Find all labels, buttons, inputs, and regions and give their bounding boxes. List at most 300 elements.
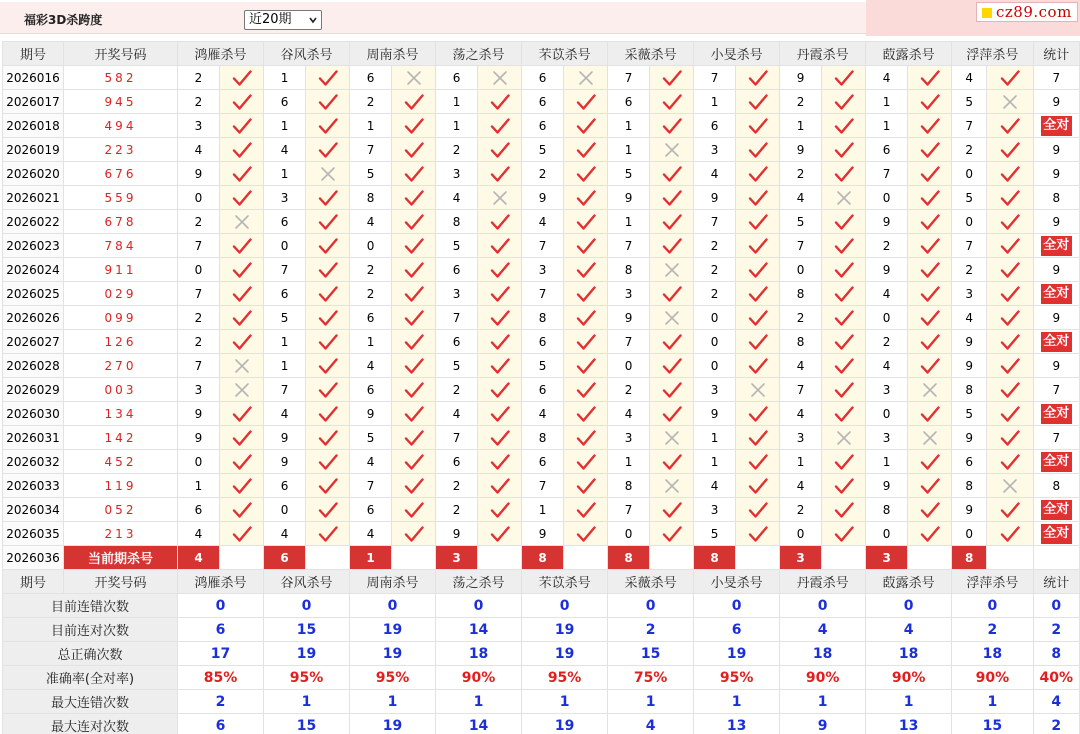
table-row [3,258,1080,282]
stats-label: 最大连对次数 [3,714,178,734]
current-blank-cell [736,546,780,570]
hit-mark-cell [908,162,952,186]
table-row [3,426,1080,450]
kill-value-cell: 9 [264,426,306,450]
cross-icon [320,166,336,182]
check-icon [662,381,682,399]
all-correct-badge: 全对 [1041,452,1072,472]
table-row [3,330,1080,354]
check-icon [920,309,940,327]
check-icon [404,237,424,255]
check-icon [662,189,682,207]
kill-value-cell: 0 [694,330,736,354]
kill-value-cell: 1 [608,114,650,138]
check-icon [662,93,682,111]
stats-row [3,714,1080,734]
hit-mark-cell [564,114,608,138]
current-kill-value: 8 [952,546,987,570]
hit-mark-cell [306,450,350,474]
check-icon [576,333,596,351]
cross-icon [406,70,422,86]
table-row [3,498,1080,522]
kill-value-cell: 0 [780,522,822,546]
hit-mark-cell [908,306,952,330]
kill-value-cell: 4 [264,138,306,162]
hit-mark-cell [220,138,264,162]
kill-value-cell: 1 [866,114,908,138]
check-icon [404,429,424,447]
kill-value-cell: 4 [608,402,650,426]
draw-numbers-cell: 126 [64,330,178,354]
issue-cell: 2026027 [3,330,64,354]
miss-mark-cell [306,162,350,186]
current-stat-blank [1033,546,1079,570]
check-icon [748,309,768,327]
hit-mark-cell [392,258,436,282]
check-icon [318,69,338,87]
draw-numbers-cell: 784 [64,234,178,258]
kill-value-cell: 3 [178,114,220,138]
kill-value-cell: 6 [350,306,392,330]
site-logo[interactable] [976,2,1078,22]
hit-mark-cell [736,402,780,426]
hit-mark-cell [908,210,952,234]
stats-value: 4 [608,714,694,734]
kill-value-cell: 8 [608,258,650,282]
check-icon [576,189,596,207]
hit-mark-cell [478,282,522,306]
draw-numbers-cell: 911 [64,258,178,282]
draw-numbers-cell: 134 [64,402,178,426]
kill-value-cell: 8 [780,330,822,354]
cross-icon [1002,478,1018,494]
hit-mark-cell [908,354,952,378]
kill-value-cell: 0 [264,234,306,258]
col-header-expert: 周南杀号 [350,570,436,594]
kill-value-cell: 7 [694,210,736,234]
kill-value-cell: 1 [264,66,306,90]
stats-value: 18 [780,642,866,666]
cross-icon [578,70,594,86]
stats-value: 19 [522,714,608,734]
stats-value: 95% [694,666,780,690]
period-select[interactable] [244,10,322,30]
hit-mark-cell [822,258,866,282]
hit-mark-cell [987,210,1033,234]
check-icon [834,261,854,279]
hit-mark-cell [220,498,264,522]
col-header-issue: 期号 [3,570,64,594]
col-header-expert: 荡之杀号 [436,570,522,594]
stats-value: 0 [780,594,866,618]
hit-mark-cell [478,330,522,354]
row-stat-cell: 9 [1033,162,1079,186]
hit-mark-cell [392,378,436,402]
check-icon [662,333,682,351]
kill-value-cell: 6 [522,114,564,138]
check-icon [920,69,940,87]
kill-value-cell: 4 [866,282,908,306]
all-correct-badge: 全对 [1041,284,1072,304]
hit-mark-cell [564,138,608,162]
kill-value-cell: 4 [780,402,822,426]
check-icon [576,381,596,399]
check-icon [576,165,596,183]
hit-mark-cell [650,354,694,378]
check-icon [490,405,510,423]
kill-value-cell: 7 [436,306,478,330]
check-icon [232,117,252,135]
issue-cell: 2026028 [3,354,64,378]
hit-mark-cell [736,210,780,234]
check-icon [490,237,510,255]
stats-value: 13 [694,714,780,734]
stats-value: 13 [866,714,952,734]
cross-icon [664,430,680,446]
top-bar [0,0,1080,38]
hit-mark-cell [306,234,350,258]
page-title: 福彩3D杀跨度 [24,13,103,27]
kill-value-cell: 4 [264,522,306,546]
hit-mark-cell [478,522,522,546]
hit-mark-cell [650,522,694,546]
stats-value: 15 [264,714,350,734]
miss-mark-cell [220,354,264,378]
row-stat-cell: 7 [1033,378,1079,402]
hit-mark-cell [736,234,780,258]
kill-value-cell: 6 [436,66,478,90]
hit-mark-cell [220,114,264,138]
check-icon [834,501,854,519]
kill-value-cell: 4 [866,354,908,378]
hit-mark-cell [564,522,608,546]
check-icon [404,189,424,207]
check-icon [834,381,854,399]
check-icon [920,453,940,471]
draw-numbers-cell: 119 [64,474,178,498]
kill-value-cell: 9 [694,186,736,210]
cross-icon [750,382,766,398]
check-icon [404,117,424,135]
hit-mark-cell [650,378,694,402]
kill-value-cell: 6 [694,114,736,138]
check-icon [748,69,768,87]
hit-mark-cell [822,138,866,162]
kill-value-cell: 2 [694,258,736,282]
hit-mark-cell [822,354,866,378]
col-header-expert: 采薇杀号 [608,42,694,66]
hit-mark-cell [478,114,522,138]
kill-value-cell: 2 [178,90,220,114]
issue-cell: 2026035 [3,522,64,546]
hit-mark-cell [908,522,952,546]
kill-value-cell: 3 [522,258,564,282]
hit-mark-cell [822,306,866,330]
check-icon [1000,453,1020,471]
check-icon [662,165,682,183]
hit-mark-cell [650,498,694,522]
hit-mark-cell [220,330,264,354]
kill-value-cell: 8 [522,306,564,330]
kill-value-cell: 7 [264,258,306,282]
hit-mark-cell [822,330,866,354]
hit-mark-cell [650,114,694,138]
stats-value: 2 [178,690,264,714]
check-icon [920,357,940,375]
col-header-expert: 鸿雁杀号 [178,570,264,594]
kill-value-cell: 0 [866,522,908,546]
check-icon [232,189,252,207]
check-icon [1000,429,1020,447]
miss-mark-cell [478,66,522,90]
check-icon [232,69,252,87]
hit-mark-cell [392,114,436,138]
kill-value-cell: 8 [952,474,987,498]
check-icon [318,141,338,159]
issue-cell: 2026026 [3,306,64,330]
hit-mark-cell [908,114,952,138]
stats-value: 90% [866,666,952,690]
check-icon [748,141,768,159]
hit-mark-cell [822,450,866,474]
stats-value: 0 [608,594,694,618]
col-header-expert: 小旻杀号 [694,42,780,66]
hit-mark-cell [564,426,608,450]
kill-value-cell: 3 [178,378,220,402]
hit-mark-cell [908,90,952,114]
hit-mark-cell [650,90,694,114]
check-icon [404,213,424,231]
hit-mark-cell [987,138,1033,162]
kill-value-cell: 4 [780,474,822,498]
check-icon [490,309,510,327]
hit-mark-cell [478,402,522,426]
kill-value-cell: 7 [608,66,650,90]
hit-mark-cell [736,66,780,90]
issue-cell: 2026016 [3,66,64,90]
kill-value-cell: 1 [608,138,650,162]
check-icon [920,477,940,495]
table-row [3,138,1080,162]
kill-value-cell: 6 [522,378,564,402]
stats-total: 0 [1033,594,1079,618]
check-icon [1000,261,1020,279]
check-icon [318,117,338,135]
draw-numbers-cell: 142 [64,426,178,450]
hit-mark-cell [306,402,350,426]
current-kill-value: 3 [866,546,908,570]
check-icon [1000,213,1020,231]
hit-mark-cell [392,522,436,546]
stats-value: 85% [178,666,264,690]
check-icon [748,213,768,231]
kill-value-cell: 8 [866,498,908,522]
stats-value: 6 [694,618,780,642]
check-icon [662,501,682,519]
kill-value-cell: 1 [436,114,478,138]
stats-label: 准确率(全对率) [3,666,178,690]
cross-icon [234,358,250,374]
kill-value-cell: 9 [952,426,987,450]
check-icon [834,309,854,327]
kill-value-cell: 7 [608,234,650,258]
hit-mark-cell [478,234,522,258]
table-row [3,282,1080,306]
kill-value-cell: 5 [350,426,392,450]
col-header-expert: 周南杀号 [350,42,436,66]
kill-value-cell: 6 [178,498,220,522]
kill-value-cell: 7 [608,330,650,354]
stats-total: 8 [1033,642,1079,666]
check-icon [232,525,252,543]
stats-value: 19 [350,618,436,642]
kill-value-cell: 4 [780,186,822,210]
stats-value: 4 [780,618,866,642]
check-icon [834,477,854,495]
hit-mark-cell [908,498,952,522]
miss-mark-cell [650,474,694,498]
row-stat-cell [1033,282,1079,306]
kill-value-cell: 4 [350,210,392,234]
check-icon [748,165,768,183]
cross-icon [922,430,938,446]
kill-value-cell: 3 [436,162,478,186]
check-icon [318,261,338,279]
hit-mark-cell [306,282,350,306]
hit-mark-cell [306,114,350,138]
kill-value-cell: 9 [780,138,822,162]
all-correct-badge: 全对 [1041,236,1072,256]
stats-value: 18 [866,642,952,666]
issue-cell: 2026022 [3,210,64,234]
check-icon [1000,237,1020,255]
kill-value-cell: 6 [522,90,564,114]
stats-value: 1 [952,690,1033,714]
stats-value: 1 [436,690,522,714]
hit-mark-cell [564,450,608,474]
check-icon [1000,381,1020,399]
kill-value-cell: 0 [178,450,220,474]
table-row [3,378,1080,402]
hit-mark-cell [564,474,608,498]
kill-value-cell: 7 [350,474,392,498]
check-icon [748,261,768,279]
check-icon [404,381,424,399]
check-icon [404,261,424,279]
table-row [3,450,1080,474]
stats-value: 90% [780,666,866,690]
check-icon [318,453,338,471]
stats-value: 1 [780,690,866,714]
hit-mark-cell [987,426,1033,450]
stats-value: 19 [694,642,780,666]
miss-mark-cell [650,258,694,282]
check-icon [318,189,338,207]
hit-mark-cell [392,450,436,474]
col-header-expert: 小旻杀号 [694,570,780,594]
kill-value-cell: 2 [436,378,478,402]
col-header-expert: 丹霞杀号 [780,42,866,66]
kill-value-cell: 1 [350,114,392,138]
miss-mark-cell [822,426,866,450]
hit-mark-cell [306,210,350,234]
kill-value-cell: 2 [178,330,220,354]
hit-mark-cell [908,234,952,258]
site-logo-text: cz89.com [996,3,1072,21]
cross-icon [922,382,938,398]
kill-value-cell: 0 [608,354,650,378]
kill-value-cell: 1 [866,450,908,474]
hit-mark-cell [987,186,1033,210]
row-stat-cell: 9 [1033,306,1079,330]
check-icon [834,405,854,423]
hit-mark-cell [478,426,522,450]
kill-value-cell: 2 [178,66,220,90]
issue-cell: 2026024 [3,258,64,282]
kill-value-cell: 2 [350,258,392,282]
all-correct-badge: 全对 [1041,524,1072,544]
check-icon [834,357,854,375]
hit-mark-cell [478,306,522,330]
check-icon [834,69,854,87]
kill-value-cell: 7 [952,114,987,138]
hit-mark-cell [650,282,694,306]
hit-mark-cell [564,498,608,522]
all-correct-badge: 全对 [1041,332,1072,352]
check-icon [748,429,768,447]
check-icon [318,405,338,423]
kill-value-cell: 6 [436,330,478,354]
stats-value: 1 [264,690,350,714]
kill-value-cell: 0 [780,258,822,282]
miss-mark-cell [650,306,694,330]
col-header-expert: 丹霞杀号 [780,570,866,594]
kill-value-cell: 9 [178,426,220,450]
stats-value: 1 [866,690,952,714]
kill-value-cell: 9 [866,474,908,498]
kill-value-cell: 6 [350,378,392,402]
cross-icon [492,190,508,206]
check-icon [834,213,854,231]
row-stat-cell: 9 [1033,138,1079,162]
kill-value-cell: 6 [264,90,306,114]
stats-value: 15 [952,714,1033,734]
check-icon [834,525,854,543]
hit-mark-cell [220,66,264,90]
miss-mark-cell [908,378,952,402]
hit-mark-cell [908,186,952,210]
hit-mark-cell [564,330,608,354]
stats-value: 2 [608,618,694,642]
current-blank-cell [392,546,436,570]
hit-mark-cell [392,162,436,186]
row-stat-cell [1033,522,1079,546]
kill-value-cell: 4 [350,522,392,546]
hit-mark-cell [736,306,780,330]
check-icon [1000,309,1020,327]
check-icon [1000,285,1020,303]
check-icon [318,213,338,231]
check-icon [662,285,682,303]
hit-mark-cell [478,258,522,282]
hit-mark-cell [306,66,350,90]
check-icon [920,333,940,351]
kill-value-cell: 1 [780,450,822,474]
check-icon [232,237,252,255]
hit-mark-cell [822,90,866,114]
draw-numbers-cell: 945 [64,90,178,114]
stats-value: 19 [522,642,608,666]
